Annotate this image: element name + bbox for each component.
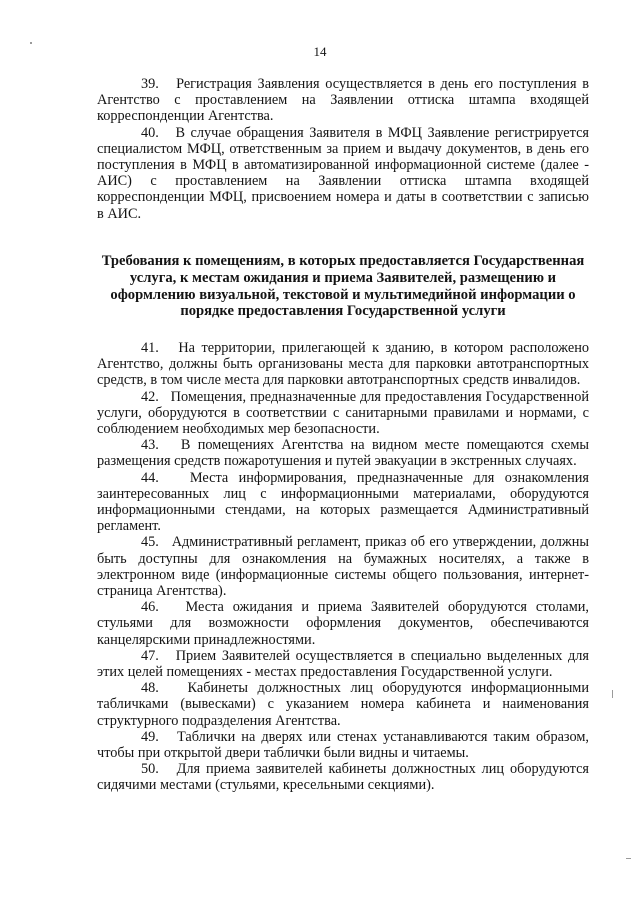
paragraph-number: 40. xyxy=(141,124,159,141)
paragraph-44 xyxy=(97,470,589,535)
paragraph-number: 44. xyxy=(141,469,159,486)
paragraph-text: В случае обращения Заявителя в МФЦ Заявление регистрируется специалистом МФЦ, ответственным за прием и выдачу документов, в день его поступления в МФЦ в автоматизированной информационной системе (далее - АИС) с проставлением на Заявлении оттиска штампа входящей корреспонденции МФЦ, присвоением номера и даты в соответствии с записью в АИС. xyxy=(97,124,589,222)
paragraph-45 xyxy=(97,534,589,599)
paragraph-46 xyxy=(97,599,589,648)
section-heading: Требования к помещениям, в которых предоставляется Государственная услуга, к местам ожидания и приема Заявителей, размещению и оформлению визуальной, текстовой и мультимедийной информации о порядке предоставления Государственной услуги xyxy=(101,253,585,320)
paragraph-text: Прием Заявителей осуществляется в специально выделенных для этих целей помещениях - местах предоставления Государственной услуги. xyxy=(97,647,589,681)
paragraph-number: 42. xyxy=(141,388,159,405)
page-number: 14 xyxy=(313,44,327,59)
paragraph-text: Для приема заявителей кабинеты должностных лиц оборудуются сидячими местами (стульями, кресельными секциями). xyxy=(97,761,589,794)
scan-speck xyxy=(626,858,631,859)
paragraph-number: 49. xyxy=(141,728,159,745)
paragraph-number: 41. xyxy=(141,340,159,356)
paragraph-43 xyxy=(97,437,589,469)
paragraph-number: 48. xyxy=(141,680,159,697)
paragraph-number: 43. xyxy=(141,437,159,454)
paragraph-number: 46. xyxy=(141,599,159,616)
paragraph-40 xyxy=(97,125,589,222)
paragraphs-bottom xyxy=(97,340,589,794)
paragraph-text: На территории, прилегающей к зданию, в котором расположено Агентство, должны быть организованы места для парковки автотранспортных средств, в том числе места для парковки автотранспортных средств инвалидов. xyxy=(97,340,589,389)
paragraph-text: Административный регламент, приказ об его утверждении, должны быть доступны для ознакомления на бумажных носителях, а также в электронном виде (информационные системы общего пользования, интернет-страница Агентства). xyxy=(97,534,589,600)
paragraph-number: 39. xyxy=(141,76,159,92)
paragraph-48 xyxy=(97,680,589,729)
paragraph-42 xyxy=(97,389,589,438)
paragraph-41 xyxy=(97,340,589,389)
paragraph-text: Места ожидания и приема Заявителей оборудуются столами, стульями для возможности оформления документов, обеспечиваются канцелярскими принадлежностями. xyxy=(97,599,589,648)
paragraph-text: Таблички на дверях или стенах устанавливаются таким образом, чтобы при открытой двери таблички были видны и читаемы. xyxy=(97,728,589,762)
paragraph-number: 47. xyxy=(141,647,159,664)
paragraph-50 xyxy=(97,761,589,793)
paragraph-text: В помещениях Агентства на видном месте помещаются схемы размещения средств пожаротушения и путей эвакуации в экстренных случаях. xyxy=(97,437,589,470)
paragraph-text: Регистрация Заявления осуществляется в день его поступления в Агентство с проставлением на Заявлении оттиска штампа входящей корреспонденции Агентства. xyxy=(97,76,589,125)
paragraph-number: 50. xyxy=(141,761,159,778)
paragraph-text: Кабинеты должностных лиц оборудуются информационными табличками (вывесками) с указанием номера кабинета и наименования структурного подразделения Агентства. xyxy=(97,680,589,729)
scan-speck xyxy=(612,690,613,698)
scan-speck xyxy=(30,42,32,44)
paragraph-text: Помещения, предназначенные для предоставления Государственной услуги, оборудуются в соответствии с санитарными правилами и нормами, с соблюдением необходимых мер безопасности. xyxy=(97,388,589,438)
paragraphs-top xyxy=(97,76,589,222)
paragraph-number: 45. xyxy=(141,534,159,551)
paragraph-49 xyxy=(97,729,589,761)
paragraph-47 xyxy=(97,648,589,680)
paragraph-text: Места информирования, предназначенные для ознакомления заинтересованных лиц с информационными материалами, оборудуются информационными стендами, на которых размещается Административный регламент. xyxy=(97,469,589,535)
paragraph-39 xyxy=(97,76,589,125)
